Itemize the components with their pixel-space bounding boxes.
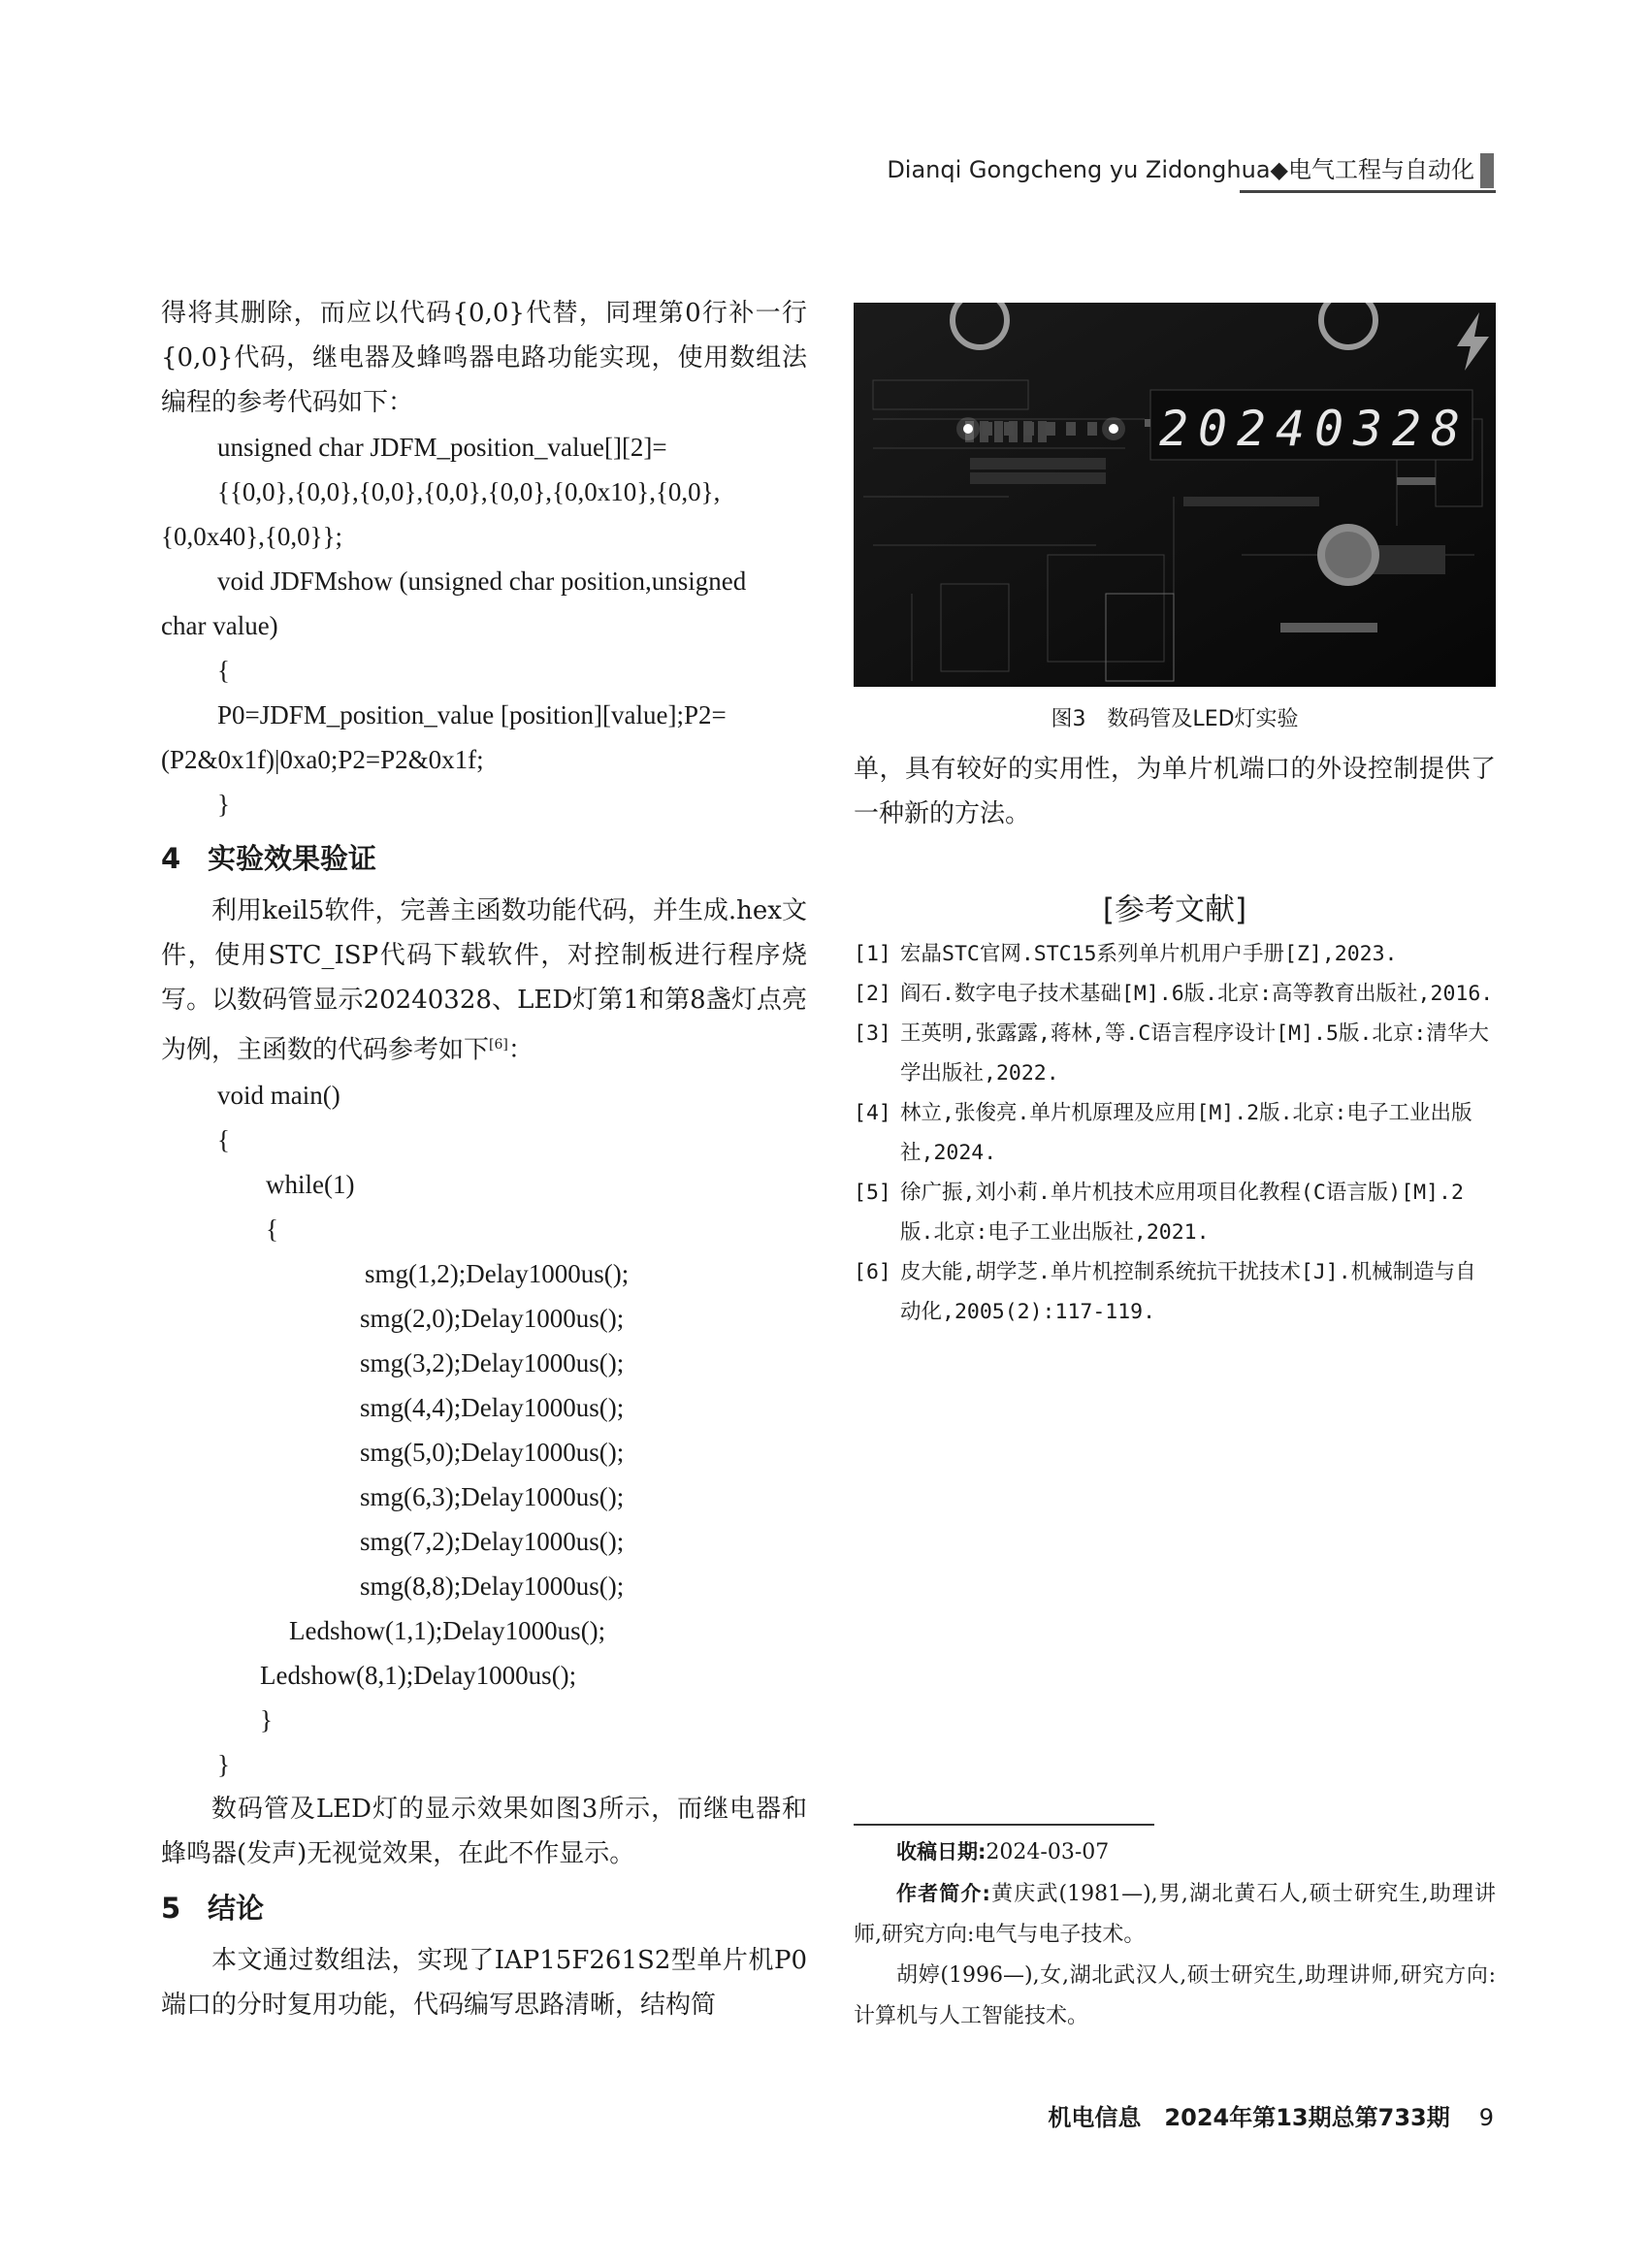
section-heading-5: 5 结论 bbox=[161, 1891, 265, 1925]
journal-name-pinyin: Dianqi Gongcheng yu Zidonghua bbox=[887, 156, 1271, 183]
paragraph: 得将其删除，而应以代码{0,0}代替，同理第0行补一行{0,0}代码，继电器及蜂鸣器电路功能实现，使用数组法编程的参考代码如下： bbox=[161, 299, 807, 417]
header-rule bbox=[1240, 190, 1496, 193]
footnote bbox=[854, 1831, 1496, 2037]
references-heading: [参考文献] bbox=[1102, 892, 1247, 927]
paragraph: 单，具有较好的实用性，为单片机端口的外设控制提供了一种新的方法。 bbox=[854, 755, 1496, 828]
reference-item: [2] 阎石.数字电子技术基础[M].6版.北京:高等教育出版社,2016. bbox=[854, 982, 1494, 1006]
seven-seg-digit: 2 bbox=[1158, 401, 1189, 457]
seven-seg-digit: 2 bbox=[1391, 401, 1422, 457]
seven-seg-digit: 3 bbox=[1352, 401, 1383, 457]
journal-issue: 机电信息 2024年第13期总第733期 bbox=[1048, 2104, 1450, 2131]
code-line: smg(5,0);Delay1000us(); bbox=[360, 1437, 625, 1467]
running-header bbox=[873, 150, 1494, 189]
code-line: { bbox=[217, 656, 230, 685]
author-bio-2: 胡婷(1996—),女,湖北武汉人,硕士研究生,助理讲师,研究方向:计算机与人工智能技术。 bbox=[854, 1963, 1496, 2028]
reference-item: [1] 宏晶STC官网.STC15系列单片机用户手册[Z],2023. bbox=[854, 942, 1398, 966]
seven-seg-digit: 2 bbox=[1236, 401, 1267, 457]
code-line: void JDFMshow (unsigned char position,unsigned bbox=[217, 567, 747, 596]
seven-seg-digit: 8 bbox=[1430, 401, 1461, 457]
code-line: smg(7,2);Delay1000us(); bbox=[360, 1526, 625, 1556]
circuit-board-image bbox=[854, 303, 1496, 687]
header-bar bbox=[1480, 153, 1494, 188]
left-column bbox=[161, 291, 807, 2027]
code-line: {0,0x40},{0,0}}; bbox=[161, 522, 343, 551]
author-bio: 作者简介:黄庆武(1981—),男,湖北黄石人,硕士研究生,助理讲师,研究方向:电气与电子技术。 bbox=[854, 1882, 1496, 1947]
code-line: smg(3,2);Delay1000us(); bbox=[360, 1347, 625, 1377]
code-line: smg(1,2);Delay1000us(); bbox=[365, 1258, 630, 1288]
seven-seg-digit: 0 bbox=[1313, 401, 1344, 457]
code-line: smg(4,4);Delay1000us(); bbox=[360, 1392, 625, 1422]
code-line: P0=JDFM_position_value [position][value];P2= bbox=[217, 700, 727, 729]
seven-seg-digit: 0 bbox=[1197, 401, 1228, 457]
code-line: { bbox=[217, 1124, 230, 1154]
received-date: 收稿日期:2024-03-07 bbox=[896, 1840, 1110, 1864]
code-line: (P2&0x1f)|0xa0;P2=P2&0x1f; bbox=[161, 745, 484, 774]
journal-name-cn: 电气工程与自动化 bbox=[1288, 156, 1474, 183]
references-list bbox=[854, 934, 1496, 1332]
code-line: Ledshow(8,1);Delay1000us(); bbox=[260, 1660, 577, 1690]
reference-item: [6] 皮大能,胡学芝.单片机控制系统抗干扰技术[J].机械制造与自动化,2005(2):117-119. bbox=[854, 1260, 1476, 1324]
code-line: smg(6,3);Delay1000us(); bbox=[360, 1481, 625, 1511]
footnote-rule bbox=[854, 1824, 1154, 1826]
code-line: } bbox=[217, 790, 230, 819]
page-footer bbox=[873, 2098, 1494, 2132]
code-line: } bbox=[217, 1749, 230, 1779]
reference-item: [4] 林立,张俊亮.单片机原理及应用[M].2版.北京:电子工业出版社,2024. bbox=[854, 1101, 1472, 1165]
citation: [6] bbox=[489, 1037, 508, 1053]
paragraph: 利用keil5软件，完善主函数功能代码，并生成.hex文件，使用STC_ISP代码下载软件，对控制板进行程序烧写。以数码管显示20240328、LED灯第1和第8盏灯点亮为例，主函数的代码参考如下[6]： bbox=[161, 896, 807, 1065]
code-line: void main() bbox=[217, 1080, 340, 1110]
reference-item: [5] 徐广振,刘小莉.单片机技术应用项目化教程(C语言版)[M].2版.北京:电子工业出版社,2021. bbox=[854, 1181, 1464, 1245]
code-block-2 bbox=[161, 1073, 807, 1787]
code-line: Ledshow(1,1);Delay1000us(); bbox=[289, 1615, 606, 1645]
code-line: smg(2,0);Delay1000us(); bbox=[360, 1303, 625, 1333]
code-block-1 bbox=[161, 425, 807, 826]
figure-3-photo bbox=[854, 303, 1496, 687]
figure-caption: 图3 数码管及LED灯实验 bbox=[1051, 707, 1299, 731]
page-number: 9 bbox=[1478, 2104, 1494, 2131]
right-column bbox=[854, 747, 1496, 836]
seven-seg-digit: 4 bbox=[1275, 401, 1306, 457]
code-line: char value) bbox=[161, 611, 278, 640]
code-line: smg(8,8);Delay1000us(); bbox=[360, 1571, 625, 1601]
paragraph: 数码管及LED灯的显示效果如图3所示，而继电器和蜂鸣器(发声)无视觉效果，在此不作显示。 bbox=[161, 1794, 807, 1868]
paragraph: 本文通过数组法，实现了IAP15F261S2型单片机P0端口的分时复用功能，代码编写思路清晰，结构简 bbox=[161, 1945, 807, 2020]
code-line: while(1) bbox=[266, 1169, 355, 1199]
code-line: {{0,0},{0,0},{0,0},{0,0},{0,0},{0,0x10},{0,0}, bbox=[217, 477, 721, 506]
section-heading-4: 4 实验效果验证 bbox=[161, 842, 377, 875]
code-line: unsigned char JDFM_position_value[][2]= bbox=[217, 433, 667, 462]
code-line: { bbox=[266, 1214, 278, 1244]
header-diamond: ◆ bbox=[1270, 156, 1288, 183]
reference-item: [3] 王英明,张露露,蒋林,等.C语言程序设计[M].5版.北京:清华大学出版社,2022. bbox=[854, 1021, 1489, 1085]
code-line: } bbox=[260, 1704, 273, 1734]
